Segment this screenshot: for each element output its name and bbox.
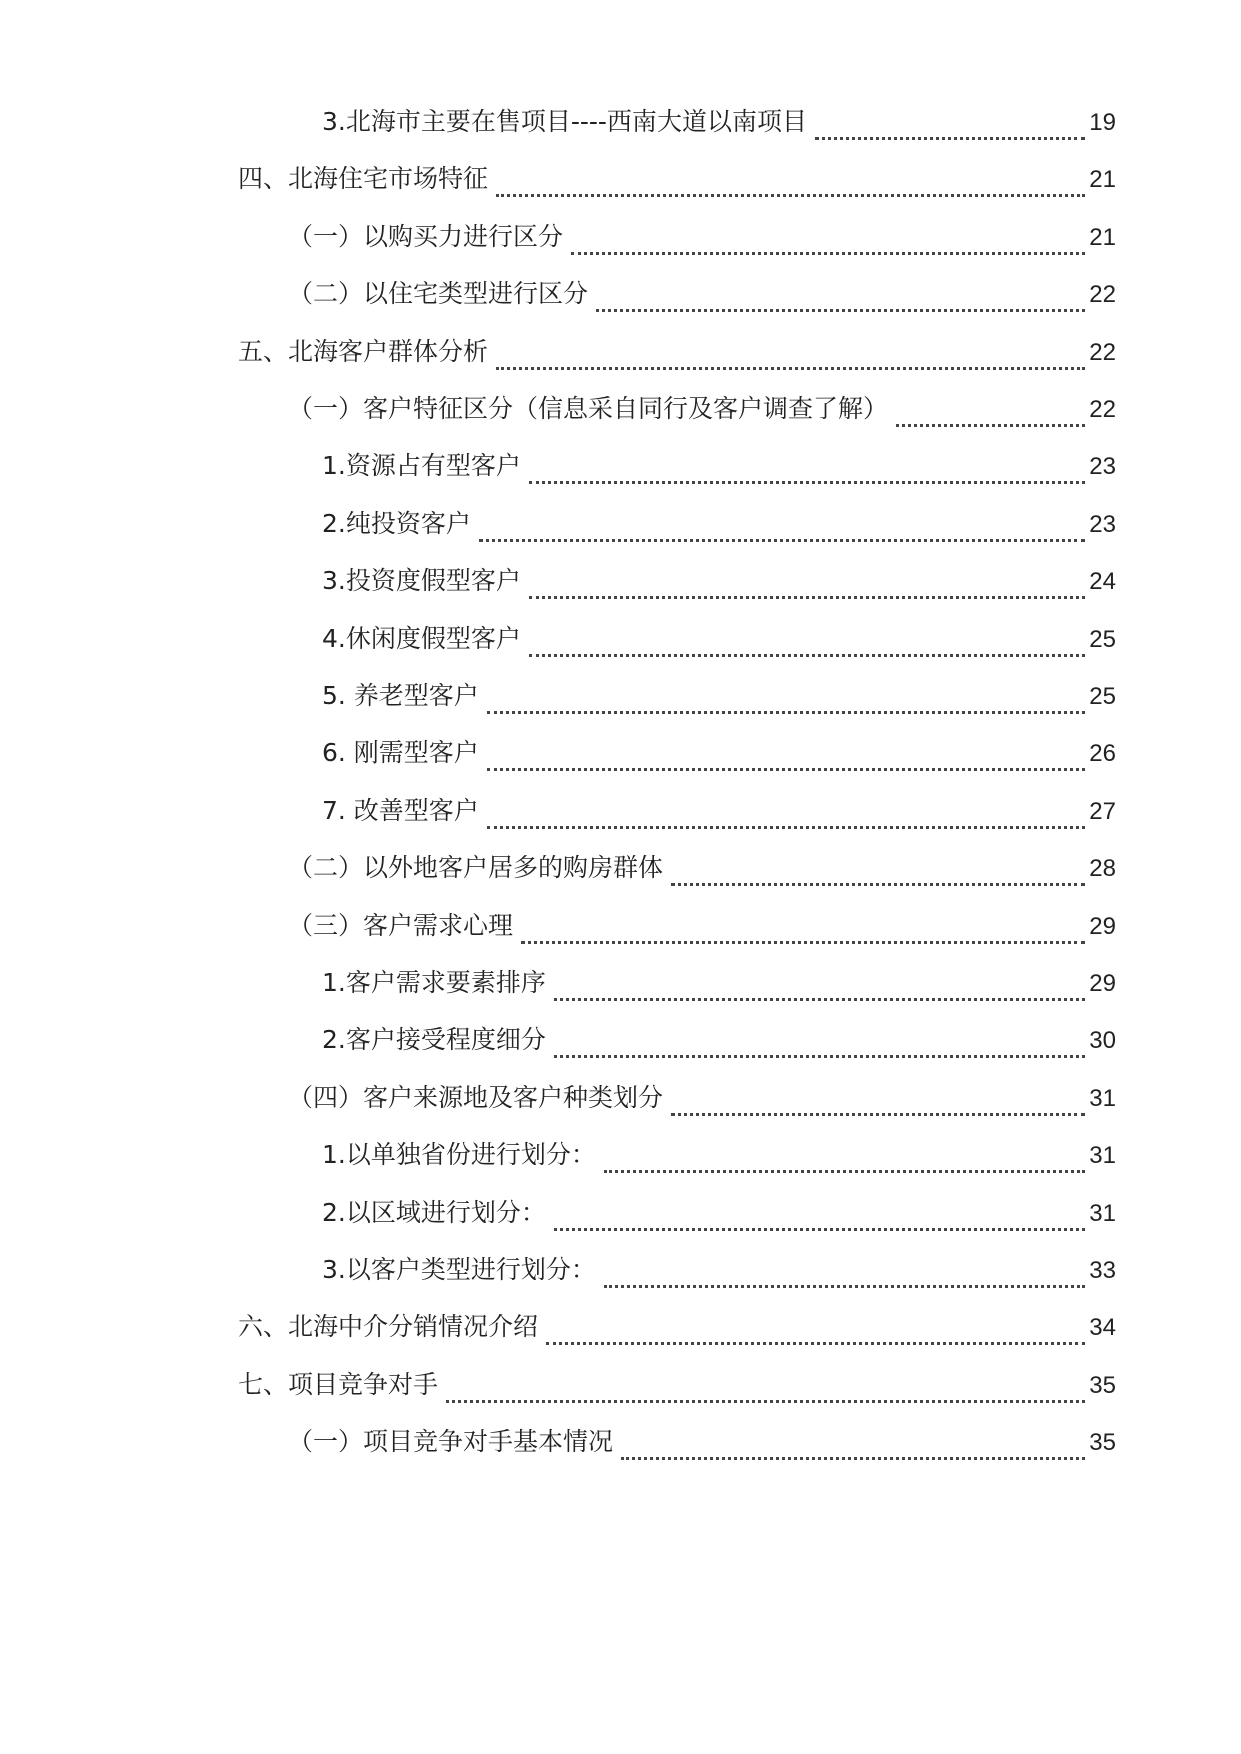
toc-entry-page-number: 26 bbox=[1089, 740, 1116, 768]
toc-entry-title: 1.以单独省份进行划分： bbox=[322, 1140, 596, 1170]
toc-entry-title: （三）客户需求心理 bbox=[288, 910, 514, 940]
toc-entry-title: （一）客户特征区分（信息采自同行及客户调查了解） bbox=[288, 394, 889, 423]
toc-entry[interactable] bbox=[322, 791, 1116, 831]
toc-entry[interactable] bbox=[288, 274, 1116, 314]
toc-entry[interactable] bbox=[322, 619, 1116, 659]
toc-entry-page-number: 22 bbox=[1089, 338, 1116, 366]
toc-dot-leader bbox=[496, 164, 1085, 197]
toc-dot-leader bbox=[487, 796, 1085, 829]
toc-entry-title: 1.客户需求要素排序 bbox=[322, 968, 546, 997]
toc-dot-leader bbox=[571, 222, 1085, 255]
toc-entry[interactable] bbox=[288, 1422, 1116, 1462]
toc-dot-leader bbox=[529, 566, 1085, 599]
toc-entry-page-number: 31 bbox=[1089, 1199, 1116, 1227]
toc-entry[interactable] bbox=[322, 446, 1116, 486]
toc-entry-title: （四）客户来源地及客户种类划分 bbox=[288, 1082, 664, 1112]
toc-entry[interactable] bbox=[288, 848, 1116, 888]
toc-entry-page-number: 22 bbox=[1089, 396, 1116, 423]
toc-entry[interactable] bbox=[322, 676, 1116, 716]
toc-dot-leader bbox=[521, 911, 1085, 944]
toc-entry[interactable] bbox=[322, 733, 1116, 773]
toc-entry-page-number: 31 bbox=[1089, 1142, 1116, 1170]
toc-entry-page-number: 22 bbox=[1089, 281, 1116, 309]
toc-dot-leader bbox=[596, 279, 1085, 312]
toc-entry-title: 七、项目竞争对手 bbox=[238, 1369, 439, 1399]
toc-dot-leader bbox=[896, 394, 1085, 427]
toc-entry-page-number: 30 bbox=[1089, 1027, 1116, 1055]
toc-entry-title: 4.休闲度假型客户 bbox=[322, 623, 521, 653]
toc-entry-title: 3.投资度假型客户 bbox=[322, 566, 521, 596]
toc-dot-leader bbox=[671, 1083, 1085, 1116]
toc-entry-page-number: 33 bbox=[1089, 1257, 1116, 1284]
toc-entry[interactable] bbox=[288, 1078, 1116, 1118]
toc-entry-page-number: 35 bbox=[1089, 1429, 1116, 1457]
toc-entry-title: 四、北海住宅市场特征 bbox=[238, 164, 489, 194]
toc-entry-page-number: 28 bbox=[1089, 855, 1116, 883]
toc-entry-page-number: 24 bbox=[1089, 568, 1116, 596]
toc-entry-title: 五、北海客户群体分析 bbox=[238, 336, 489, 366]
toc-entry-title: 2.客户接受程度细分 bbox=[322, 1025, 546, 1055]
toc-entry-page-number: 25 bbox=[1089, 683, 1116, 710]
toc-entry-page-number: 34 bbox=[1089, 1314, 1116, 1342]
toc-entry-title: （一）以购买力进行区分 bbox=[288, 221, 564, 251]
toc-entry[interactable] bbox=[238, 1307, 1116, 1347]
toc-entry-title: 7. 改善型客户 bbox=[322, 795, 479, 825]
toc-dot-leader bbox=[529, 624, 1085, 657]
toc-entry-page-number: 23 bbox=[1089, 453, 1116, 481]
toc-dot-leader bbox=[479, 509, 1085, 542]
toc-entry-title: 3.北海市主要在售项目----西南大道以南项目 bbox=[322, 107, 807, 136]
toc-entry[interactable] bbox=[238, 332, 1116, 372]
toc-dot-leader bbox=[604, 1140, 1085, 1173]
toc-entry-page-number: 19 bbox=[1089, 109, 1116, 136]
toc-entry[interactable] bbox=[238, 159, 1116, 199]
toc-entry[interactable] bbox=[238, 1365, 1116, 1405]
toc-dot-leader bbox=[621, 1427, 1085, 1460]
toc-dot-leader bbox=[496, 337, 1085, 370]
toc-entry-page-number: 29 bbox=[1089, 970, 1116, 997]
toc-dot-leader bbox=[554, 1025, 1085, 1058]
toc-dot-leader bbox=[529, 451, 1085, 484]
toc-entry[interactable] bbox=[288, 906, 1116, 946]
toc-entry-title: （一）项目竞争对手基本情况 bbox=[288, 1427, 614, 1457]
toc-dot-leader bbox=[815, 107, 1085, 140]
toc-dot-leader bbox=[546, 1312, 1085, 1345]
toc-entry[interactable] bbox=[322, 102, 1116, 142]
toc-dot-leader bbox=[487, 738, 1085, 771]
toc-dot-leader bbox=[671, 853, 1085, 886]
toc-entry-title: 六、北海中介分销情况介绍 bbox=[238, 1312, 539, 1342]
toc-entry[interactable] bbox=[322, 504, 1116, 544]
toc-entry-title: 1.资源占有型客户 bbox=[322, 451, 521, 481]
toc-entry[interactable] bbox=[322, 1193, 1116, 1233]
toc-entry-title: 2.以区域进行划分： bbox=[322, 1197, 546, 1227]
toc-entry-page-number: 21 bbox=[1089, 223, 1116, 251]
toc-entry[interactable] bbox=[288, 389, 1116, 429]
toc-entry-title: 3.以客户类型进行划分： bbox=[322, 1255, 596, 1284]
toc-entry-page-number: 27 bbox=[1089, 797, 1116, 825]
toc-entry-page-number: 29 bbox=[1089, 912, 1116, 940]
toc-entry[interactable] bbox=[322, 1250, 1116, 1290]
toc-dot-leader bbox=[554, 1198, 1085, 1231]
toc-entry-title: （二）以外地客户居多的购房群体 bbox=[288, 853, 664, 883]
toc-dot-leader bbox=[604, 1255, 1085, 1288]
toc-entry-title: 6. 刚需型客户 bbox=[322, 738, 479, 768]
toc-entry[interactable] bbox=[322, 1135, 1116, 1175]
toc-entry-title: （二）以住宅类型进行区分 bbox=[288, 279, 589, 309]
toc-entry[interactable] bbox=[288, 217, 1116, 257]
toc-entry-page-number: 23 bbox=[1089, 510, 1116, 538]
toc-entry-page-number: 31 bbox=[1089, 1084, 1116, 1112]
toc-dot-leader bbox=[487, 681, 1085, 714]
toc-entry-page-number: 25 bbox=[1089, 625, 1116, 653]
toc-entry[interactable] bbox=[322, 561, 1116, 601]
toc-entry-title: 5. 养老型客户 bbox=[322, 681, 479, 710]
toc-entry[interactable] bbox=[322, 1020, 1116, 1060]
toc-entry-page-number: 35 bbox=[1089, 1371, 1116, 1399]
toc-dot-leader bbox=[446, 1370, 1085, 1403]
toc-entry-title: 2.纯投资客户 bbox=[322, 508, 471, 538]
toc-entry-page-number: 21 bbox=[1089, 166, 1116, 194]
toc-entry[interactable] bbox=[322, 963, 1116, 1003]
toc-dot-leader bbox=[554, 968, 1085, 1001]
